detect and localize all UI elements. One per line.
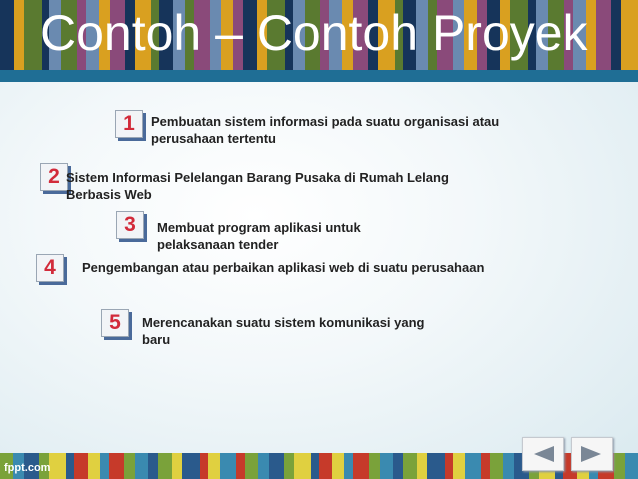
list-item-1: Pembuatan sistem informasi pada suatu organisasi atau perusahaan tertentu <box>151 114 500 146</box>
stripe-segment <box>14 0 24 70</box>
stripe-segment <box>403 453 417 479</box>
badge-number-2: 2 <box>48 165 60 188</box>
stripe-segment <box>311 453 319 479</box>
stripe-segment <box>503 453 514 479</box>
badge-number-3: 3 <box>124 213 136 236</box>
next-slide-button[interactable] <box>571 437 613 471</box>
stripe-segment <box>445 453 453 479</box>
badge-number-5: 5 <box>109 311 121 334</box>
stripe-segment <box>380 453 393 479</box>
stripe-segment <box>465 453 481 479</box>
stripe-segment <box>294 453 311 479</box>
stripe-segment <box>332 453 344 479</box>
stripe-segment <box>621 0 638 70</box>
stripe-segment <box>245 453 258 479</box>
stripe-segment <box>49 453 66 479</box>
badge-number-1: 1 <box>123 112 135 135</box>
stripe-segment <box>100 453 109 479</box>
stripe-segment <box>172 453 182 479</box>
stripe-segment <box>158 453 172 479</box>
stripe-segment <box>200 453 208 479</box>
stripe-segment <box>453 453 465 479</box>
stripe-segment <box>258 453 269 479</box>
stripe-segment <box>148 453 158 479</box>
title-underline-bar <box>0 70 638 82</box>
number-badge-5 <box>101 309 129 337</box>
previous-slide-button[interactable] <box>522 437 564 471</box>
stripe-segment <box>625 453 638 479</box>
number-badge-3 <box>116 211 144 239</box>
stripe-segment <box>220 453 236 479</box>
number-badge-1 <box>115 110 143 138</box>
stripe-segment <box>135 453 148 479</box>
stripe-segment <box>490 453 503 479</box>
stripe-segment <box>88 453 100 479</box>
stripe-segment <box>124 453 135 479</box>
stripe-segment <box>393 453 403 479</box>
stripe-segment <box>269 453 284 479</box>
stripe-segment <box>369 453 380 479</box>
fppt-logo: fppt.com <box>4 462 51 474</box>
number-badge-2 <box>40 163 68 191</box>
triangle-right-icon <box>579 444 605 464</box>
list-item-5: Merencanakan suatu sistem komunikasi yang baru <box>142 315 425 347</box>
stripe-segment <box>353 453 369 479</box>
stripe-segment <box>427 453 445 479</box>
stripe-segment <box>614 453 625 479</box>
stripe-segment <box>344 453 353 479</box>
stripe-segment <box>208 453 220 479</box>
stripe-segment <box>319 453 333 479</box>
number-badge-4 <box>36 254 64 282</box>
stripe-segment <box>74 453 88 479</box>
list-item-4: Pengembangan atau perbaikan aplikasi web di suatu perusahaan <box>82 260 485 275</box>
stripe-segment <box>109 453 125 479</box>
stripe-segment <box>284 453 294 479</box>
list-item-3: Membuat program aplikasi untuk pelaksanaan tender <box>157 220 361 252</box>
slide-title: Contoh – Contoh Proyek <box>40 5 588 61</box>
stripe-segment <box>611 0 621 70</box>
stripe-segment <box>417 453 427 479</box>
badge-number-4: 4 <box>44 256 56 279</box>
stripe-segment <box>66 453 74 479</box>
stripe-segment <box>0 0 14 70</box>
stripe-segment <box>182 453 200 479</box>
stripe-segment <box>481 453 490 479</box>
stripe-segment <box>236 453 245 479</box>
list-item-2: Sistem Informasi Pelelangan Barang Pusaka di Rumah Lelang Berbasis Web <box>66 170 449 202</box>
triangle-left-icon <box>530 444 556 464</box>
stripe-segment <box>24 0 42 70</box>
